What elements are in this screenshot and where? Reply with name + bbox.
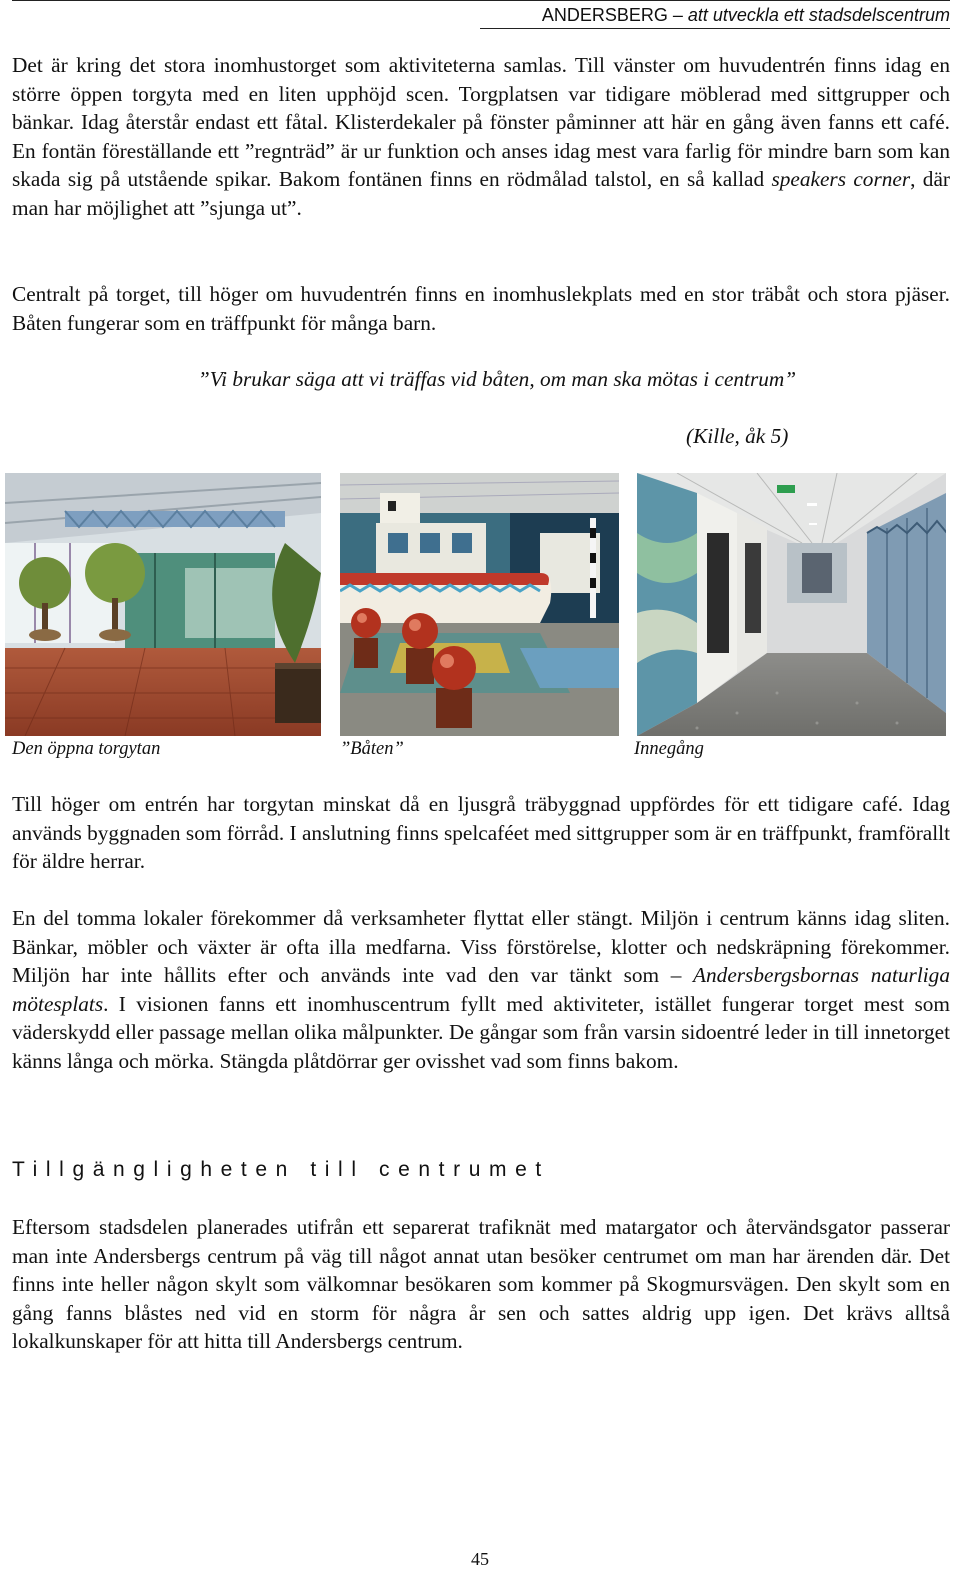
paragraph-miljo xyxy=(12,904,950,1076)
paragraph-text-end: . I visionen fanns ett inomhuscentrum fyllt med aktiviteter, istället fungerar torget mest som väderskydd eller passage mellan olika målpunkter. De gångar som från varsin sidoentré leder in till innetorget känns långa och mörka. Stängda plåtdörrar ger ovisshet vad som finns bakom. xyxy=(12,991,950,1073)
paragraph-cafe: Till höger om entrén har torgytan minskat då en ljusgrå träbyggnad uppfördes för ett tidigare café. Idag används byggnaden som förråd. I anslutning finns spelcaféet med sittgrupper som är en träffpunkt, framförallt för äldre herrar. xyxy=(12,792,950,874)
quote-source: (Kille, åk 5) xyxy=(686,424,789,448)
photo-boat xyxy=(340,473,619,736)
header-underline xyxy=(480,28,950,29)
running-header xyxy=(542,4,950,26)
photo-corridor xyxy=(637,473,946,736)
motesplats-term: Andersbergsbornas naturliga mötesplats xyxy=(12,963,950,1016)
paragraph-tillganglighet: Eftersom stadsdelen planerades utifrån ett separerat trafiknät med matargator och återvändsgator passerar man inte Andersbergs centrum på väg till något annat utan besöker centrumet om man har ärenden där. Det finns inte heller någon skylt som välkomnar besökaren som kommer på Skogmursvägen. Den skylt som en gång fanns blåstes ned vid en storm för några år sen och sattes aldrig upp igen. Det krävs alltså lokalkunskaper för att hitta till Andersbergs centrum. xyxy=(12,1215,950,1354)
section-heading: Tillgängligheten till centrumet xyxy=(12,1158,550,1181)
header-separator: – xyxy=(667,5,688,25)
paragraph-torget xyxy=(12,51,950,223)
caption-corridor: Innegång xyxy=(634,739,704,759)
photo-open-square-image xyxy=(5,473,321,736)
header-top-rule xyxy=(12,0,950,1)
photo-boat-image xyxy=(340,473,619,736)
photo-corridor-image xyxy=(637,473,946,736)
paragraph-lekplats: Centralt på torget, till höger om huvudentrén finns en inomhuslekplats med en stor träbåt och stora pjäser. Båten fungerar som en träffpunkt för många barn. xyxy=(12,282,950,335)
header-title: ANDERSBERG xyxy=(541,5,668,25)
header-subtitle: att utveckla ett stadsdelscentrum xyxy=(687,5,950,25)
paragraph-text: Det är kring det stora inomhustorget som aktiviteterna samlas. Till vänster om huvudentrén finns idag en större öppen torgyta med en liten upphöjd scen. Torgplatsen var tidigare möblerad med sittgrupper och bänkar. Idag återstår endast ett fåtal. Klisterdekaler på fönster påminner att här en gång även fanns ett café. En fontän föreställande ett ”regnträd” är ur funktion och anses idag mest vara farlig för mindre barn som kan skada sig på utstående spikar. Bakom fontänen finns en rödmålad talstol, en så kallad xyxy=(12,53,950,192)
caption-boat: ”Båten” xyxy=(340,739,404,759)
page-number: 45 xyxy=(471,1549,489,1569)
caption-open-square: Den öppna torgytan xyxy=(12,739,161,759)
paragraph-text: En del tomma lokaler förekommer då verksamheter flyttat eller stängt. Miljön i centrum känns idag sliten. Bänkar, möbler och växter är ofta illa medfarna. Viss förstörelse, klotter och nedskräpning förekommer. Miljön har inte hållits efter och används inte vad den var tänkt som – xyxy=(12,906,950,988)
paragraph-text-end: , där man har möjlighet att ”sjunga ut”. xyxy=(12,167,950,220)
quote-text: ”Vi brukar säga att vi träffas vid båten, om man ska mötas i centrum” xyxy=(197,367,797,391)
speakers-corner-term: speakers corner xyxy=(771,167,911,192)
photo-open-square xyxy=(5,473,321,736)
